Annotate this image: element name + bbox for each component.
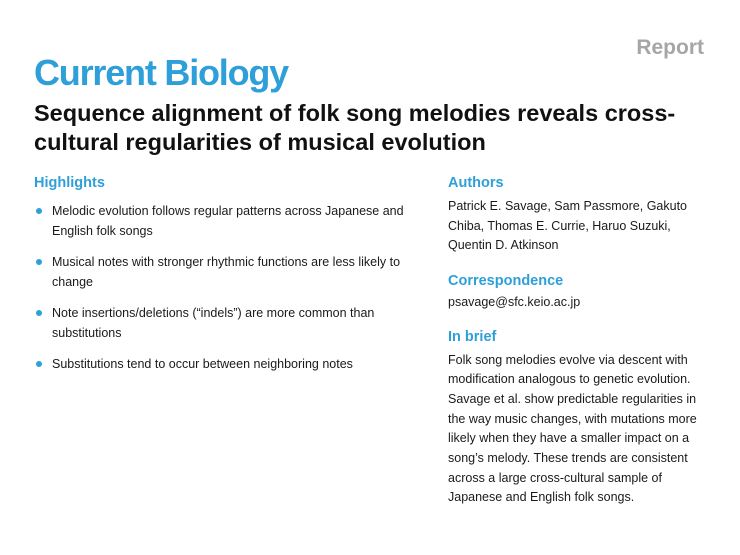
highlight-item [34, 252, 429, 292]
highlight-item [34, 201, 429, 241]
in-brief-heading: In brief [448, 328, 497, 345]
bullet-icon [36, 361, 42, 367]
correspondence-heading: Correspondence [448, 272, 564, 289]
highlight-item [34, 354, 429, 374]
correspondence-email[interactable]: psavage@sfc.keio.ac.jp [448, 294, 581, 309]
highlight-item [34, 303, 429, 343]
bullet-icon [36, 310, 42, 316]
highlights-section [34, 175, 429, 385]
highlight-text: Note insertions/deletions (“indels”) are more common than substitutions [52, 306, 375, 340]
highlight-text: Substitutions tend to occur between neighboring notes [52, 357, 353, 371]
article-title: Sequence alignment of folk song melodies reveals cross-cultural regularities of musical evolution [34, 100, 676, 155]
journal-name: Current Biology [34, 52, 289, 93]
in-brief-text: Folk song melodies evolve via descent with modification analogous to genetic evolution. Savage et al. show predictable regularities in the way music changes, with mutations more likely when they have a smaller impact on a song’s melody. These trends are consistent across a large cross-cultural sample of Japanese and English folk songs. [448, 352, 697, 505]
authors-list: Patrick E. Savage, Sam Passmore, Gakuto Chiba, Thomas E. Currie, Haruo Suzuki, Quentin D. Atkinson [448, 199, 687, 252]
bullet-icon [36, 259, 42, 265]
bullet-icon [36, 208, 42, 214]
sidebar-column [448, 175, 713, 508]
highlight-text: Melodic evolution follows regular patterns across Japanese and English folk songs [52, 204, 404, 238]
article-type-label: Report [636, 36, 704, 59]
highlight-text: Musical notes with stronger rhythmic functions are less likely to change [52, 255, 401, 289]
highlights-list [34, 201, 429, 374]
highlights-heading: Highlights [34, 175, 105, 191]
authors-heading: Authors [448, 175, 504, 191]
